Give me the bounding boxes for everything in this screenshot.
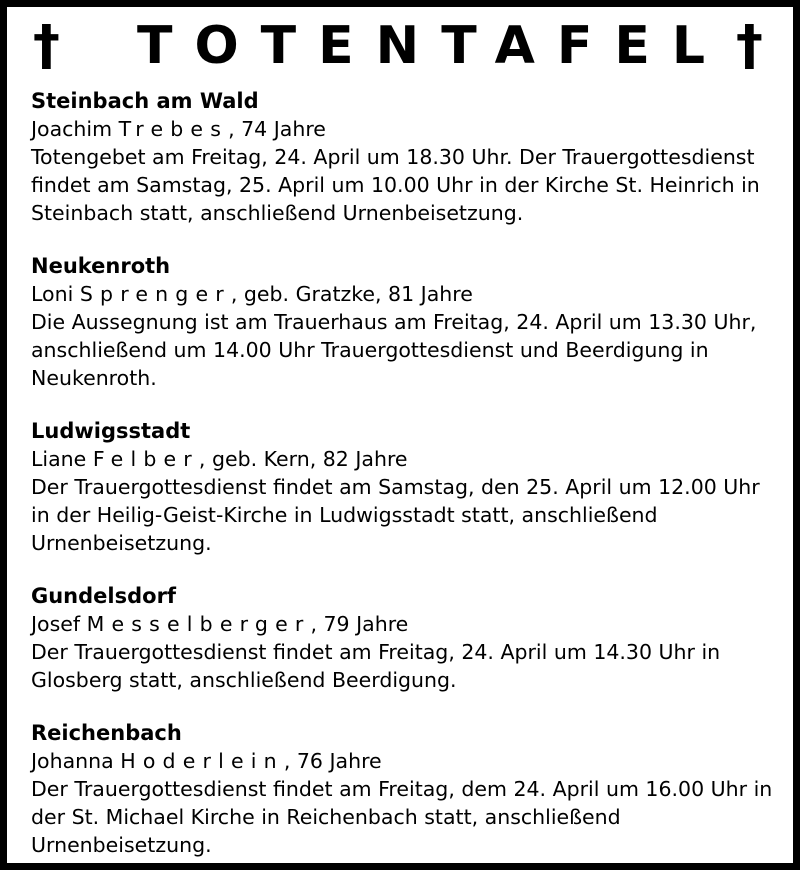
obituary-entry (31, 252, 791, 392)
obituary-list (31, 87, 791, 884)
info-line: Urnenbeisetzung. (31, 833, 212, 857)
obituary-entry (31, 582, 791, 694)
first-name: Joachim (31, 117, 113, 141)
info-line: Urnenbeisetzung. (31, 531, 212, 555)
surname: Hoderlein (120, 749, 284, 773)
person-details: , 74 Jahre (228, 117, 326, 141)
place-heading: Ludwigsstadt (31, 419, 191, 443)
surname: Felber (92, 447, 199, 471)
person-details: , 79 Jahre (310, 612, 409, 636)
person-details: , geb. Gratzke, 81 Jahre (230, 282, 473, 306)
surname: Messelberger (86, 612, 311, 636)
service-info (31, 143, 791, 227)
surname: Sprenger (79, 282, 231, 306)
info-line: Der Trauergottesdienst findet am Freitag, 24. April um 14.30 Uhr in (31, 640, 721, 664)
info-line: findet am Samstag, 25. April um 10.00 Uhr in der Kirche St. Heinrich in (31, 173, 760, 197)
service-info (31, 308, 791, 392)
info-line: Steinbach statt, anschließend Urnenbeisetzung. (31, 201, 524, 225)
info-line: Totengebet am Freitag, 24. April um 18.30 Uhr. Der Trauergottesdienst (31, 145, 755, 169)
first-name: Josef (31, 612, 81, 636)
service-info (31, 775, 791, 859)
info-line: Der Trauergottesdienst findet am Samstag, den 25. April um 12.00 Uhr (31, 475, 760, 499)
cross-icon: † (33, 14, 60, 77)
notice-header (7, 13, 793, 79)
cross-icon: † (736, 14, 763, 77)
service-info (31, 638, 791, 694)
person-details: , 76 Jahre (283, 749, 382, 773)
info-line: Glosberg statt, anschließend Beerdigung. (31, 668, 457, 692)
deceased-line (31, 610, 791, 638)
obituary-entry (31, 87, 791, 227)
obituary-entry (31, 719, 791, 859)
deceased-line (31, 280, 791, 308)
deceased-line (31, 747, 791, 775)
place-heading: Steinbach am Wald (31, 89, 259, 113)
deceased-line (31, 445, 791, 473)
deceased-line (31, 115, 791, 143)
info-line: Die Aussegnung ist am Trauerhaus am Freitag, 24. April um 13.30 Uhr, (31, 310, 757, 334)
service-info (31, 473, 791, 557)
first-name: Loni (31, 282, 74, 306)
place-heading: Reichenbach (31, 721, 182, 745)
notice-title: TOTENTAFEL (137, 16, 728, 76)
place-heading: Neukenroth (31, 254, 171, 278)
place-heading: Gundelsdorf (31, 584, 177, 608)
info-line: in der Heilig-Geist-Kirche in Ludwigsstadt statt, anschließend (31, 503, 658, 527)
info-line: der St. Michael Kirche in Reichenbach statt, anschließend (31, 805, 621, 829)
info-line: Der Trauergottesdienst findet am Freitag, dem 24. April um 16.00 Uhr in (31, 777, 773, 801)
first-name: Johanna (31, 749, 114, 773)
person-details: , geb. Kern, 82 Jahre (198, 447, 408, 471)
surname: Trebes (118, 117, 229, 141)
info-line: Neukenroth. (31, 366, 157, 390)
obituary-entry (31, 417, 791, 557)
info-line: anschließend um 14.00 Uhr Trauergottesdienst und Beerdigung in (31, 338, 709, 362)
first-name: Liane (31, 447, 87, 471)
